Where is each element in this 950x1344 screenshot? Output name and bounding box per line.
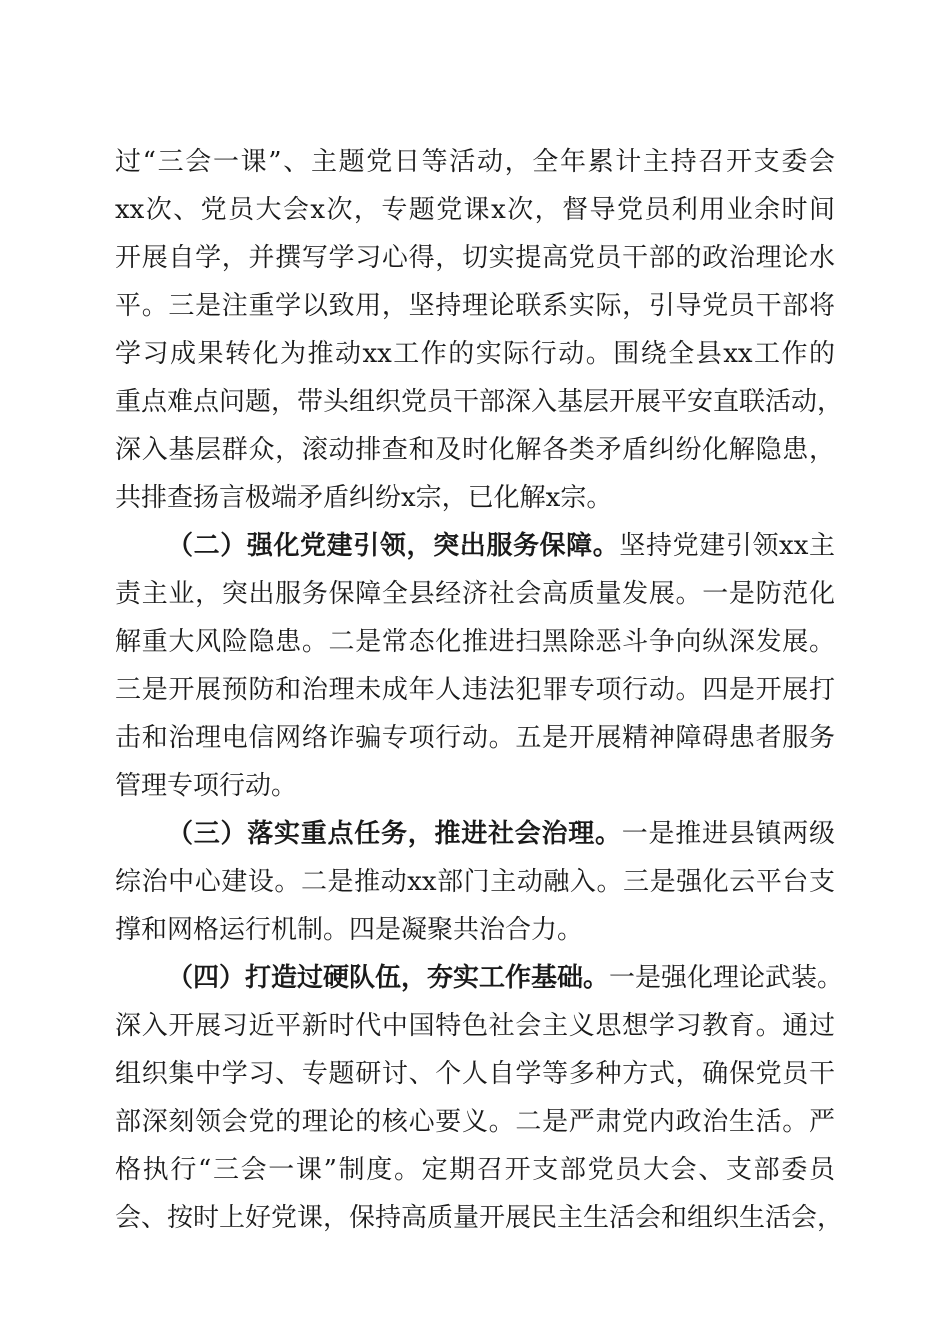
text-line: 责主业，突出服务保障全县经济社会高质量发展。一是防范化 <box>115 579 835 609</box>
text-line: 解重大风险隐患。二是常态化推进扫黑除恶斗争向纵深发展。 <box>115 627 835 657</box>
section-3-first-line-text: 一是推进县镇两级 <box>621 819 835 849</box>
section-4-heading: （四）打造过硬队伍，夯实工作基础。 <box>167 963 610 993</box>
text-line: 部深刻领会党的理论的核心要义。二是严肃党内政治生活。严 <box>115 1107 835 1137</box>
section-2-first-line-text: 坚持党建引领xx主 <box>619 531 835 561</box>
text-line: 组织集中学习、专题研讨、个人自学等多种方式，确保党员干 <box>115 1059 835 1089</box>
section-4-first-line-text: 一是强化理论武装。 <box>609 963 844 993</box>
text-line: 平。三是注重学以致用，坚持理论联系实际，引导党员干部将 <box>115 291 835 321</box>
text-line: 学习成果转化为推动xx工作的实际行动。围绕全县xx工作的 <box>115 339 835 369</box>
text-line: 管理专项行动。 <box>115 771 298 801</box>
section-4-first-line <box>167 963 844 993</box>
text-line: 重点难点问题，带头组织党员干部深入基层开展平安直联活动， <box>115 387 844 417</box>
text-line: 开展自学，并撰写学习心得，切实提高党员干部的政治理论水 <box>115 243 835 273</box>
text-line: xx次、党员大会x次，专题党课x次，督导党员利用业余时间 <box>115 195 835 225</box>
text-line: 会、按时上好党课，保持高质量开展民主生活会和组织生活会， <box>115 1203 844 1233</box>
text-line: 撑和网格运行机制。四是凝聚共治合力。 <box>115 915 584 945</box>
section-2-heading: （二）强化党建引领，突出服务保障。 <box>167 531 620 561</box>
text-line: 击和治理电信网络诈骗专项行动。五是开展精神障碍患者服务 <box>115 723 835 753</box>
text-line: 过“三会一课”、主题党日等活动，全年累计主持召开支委会 <box>115 147 835 177</box>
section-3-heading: （三）落实重点任务，推进社会治理。 <box>167 819 622 849</box>
text-line: 深入开展习近平新时代中国特色社会主义思想学习教育。通过 <box>115 1011 835 1041</box>
section-3-first-line <box>167 819 835 849</box>
section-2-first-line <box>167 531 835 561</box>
text-line: 共排查扬言极端矛盾纠纷x宗，已化解x宗。 <box>115 483 613 513</box>
text-line: 综治中心建设。二是推动xx部门主动融入。三是强化云平台支 <box>115 867 835 897</box>
text-line: 三是开展预防和治理未成年人违法犯罪专项行动。四是开展打 <box>115 675 835 705</box>
text-line: 格执行“三会一课”制度。定期召开支部党员大会、支部委员 <box>115 1155 835 1185</box>
text-line: 深入基层群众，滚动排查和及时化解各类矛盾纠纷化解隐患， <box>115 435 835 465</box>
